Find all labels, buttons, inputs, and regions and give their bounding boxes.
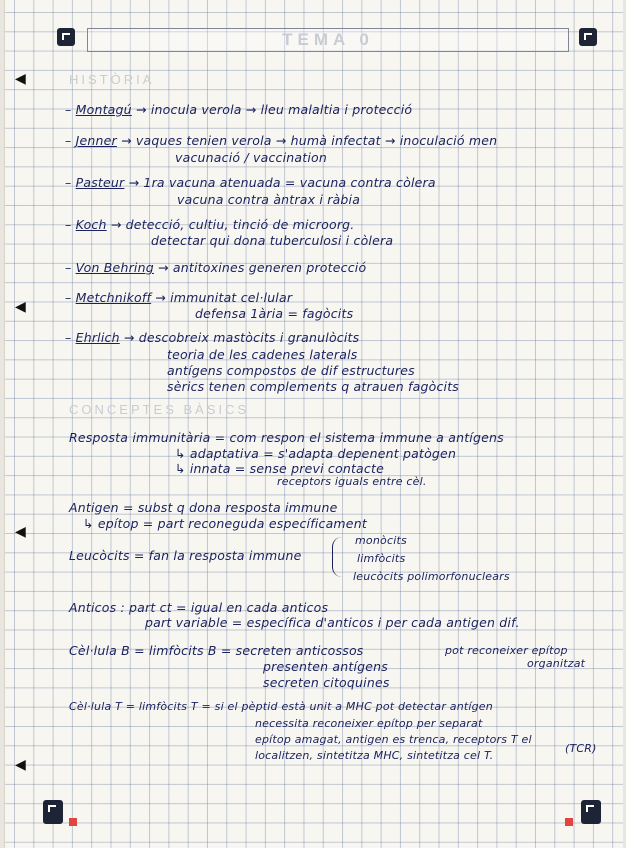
history-item-cont: vacunació / vaccination xyxy=(175,150,327,165)
ghost-heading-concepts: CONCEPTES BÀSICS xyxy=(69,402,250,417)
concept-cel-t-2: necessita reconeixer epítop per separat xyxy=(255,717,483,730)
history-item: – Jenner → vaques tenien verola → humà infectat → inoculació men xyxy=(65,133,498,148)
notebook-logo-top-right-icon xyxy=(579,28,597,46)
notebook-logo-top-left-icon xyxy=(57,28,75,46)
concept-innata: ↳ innata = sense previ contacte xyxy=(175,461,384,476)
notebook-logo-bottom-left-icon xyxy=(43,800,63,824)
history-item-cont: defensa 1ària = fagòcits xyxy=(195,306,354,321)
history-item: – Von Behring → antitoxines generen protecció xyxy=(65,260,367,275)
concept-cel-b-cito: secreten citoquines xyxy=(263,675,390,690)
binder-hole-icon: ◀ xyxy=(15,524,26,540)
history-item-cont: antígens compostos de dif estructures xyxy=(167,363,415,378)
concept-cel-t-4: localitzen, sintetitza MHC, sintetitza cel T. xyxy=(255,749,494,762)
history-item: – Pasteur → 1ra vacuna atenuada = vacuna contra còlera xyxy=(65,175,436,190)
concept-adaptativa: ↳ adaptativa = s'adapta depenent patògen xyxy=(175,446,457,461)
red-square-icon xyxy=(565,818,573,826)
binder-hole-icon: ◀ xyxy=(15,757,26,773)
ghost-heading-history: HISTÒRIA xyxy=(69,72,155,87)
history-item-cont: detectar qui dona tuberculosi i còlera xyxy=(151,233,394,248)
history-item: – Koch → detecció, cultiu, tinció de microorg. xyxy=(65,217,355,232)
notebook-logo-bottom-right-icon xyxy=(581,800,601,824)
concept-cel-b-note2: organitzat xyxy=(527,657,586,670)
concept-leucocits: Leucòcits = fan la resposta immune xyxy=(69,548,302,563)
concept-antigen: Antigen = subst q dona resposta immune xyxy=(69,500,338,515)
concept-innata-cont: receptors iguals entre cèl. xyxy=(277,475,427,488)
concept-cel-b: Cèl·lula B = limfòcits B = secreten anticossos xyxy=(69,643,364,658)
concept-cel-t-3: epítop amagat, antigen es trenca, receptors T el xyxy=(255,733,532,746)
history-item: – Ehrlich → descobreix mastòcits i granulòcits xyxy=(65,330,360,345)
concept-resposta: Resposta immunitària = com respon el sistema immune a antígens xyxy=(69,430,504,445)
concept-cel-b-note: pot reconeixer epítop xyxy=(445,644,568,657)
leucocits-brace xyxy=(332,537,347,577)
concept-cel-t: Cèl·lula T = limfòcits T = si el pèptid està unit a MHC pot detectar antígen xyxy=(69,700,493,713)
concept-cel-b-pres: presenten antígens xyxy=(263,659,388,674)
leuco-type: monòcits xyxy=(355,534,407,547)
history-item: – Metchnikoff → immunitat cel·lular xyxy=(65,290,293,305)
history-item-cont: teoria de les cadenes laterals xyxy=(167,347,358,362)
concept-anticos-var: part variable = específica d'anticos i per cada antigen dif. xyxy=(145,615,520,630)
history-item-cont: sèrics tenen complements q atrauen fagòcits xyxy=(167,379,460,394)
leuco-type: limfòcits xyxy=(357,552,406,565)
binder-hole-icon: ◀ xyxy=(15,71,26,87)
concept-anticos: Anticos : part ct = igual en cada anticos xyxy=(69,600,329,615)
binder-hole-icon: ◀ xyxy=(15,299,26,315)
concept-tcr: (TCR) xyxy=(565,742,597,755)
header-title-box xyxy=(87,28,569,52)
page-title: TEMA 0 xyxy=(282,30,374,49)
red-square-icon xyxy=(69,818,77,826)
history-item: – Montagú → inocula verola → lleu malaltia i protecció xyxy=(65,102,413,117)
concept-epitop: ↳ epítop = part reconeguda específicament xyxy=(83,516,367,531)
leuco-type: leucòcits polimorfonuclears xyxy=(353,570,510,583)
history-item-cont: vacuna contra àntrax i ràbia xyxy=(177,192,361,207)
notebook-page xyxy=(4,0,623,848)
